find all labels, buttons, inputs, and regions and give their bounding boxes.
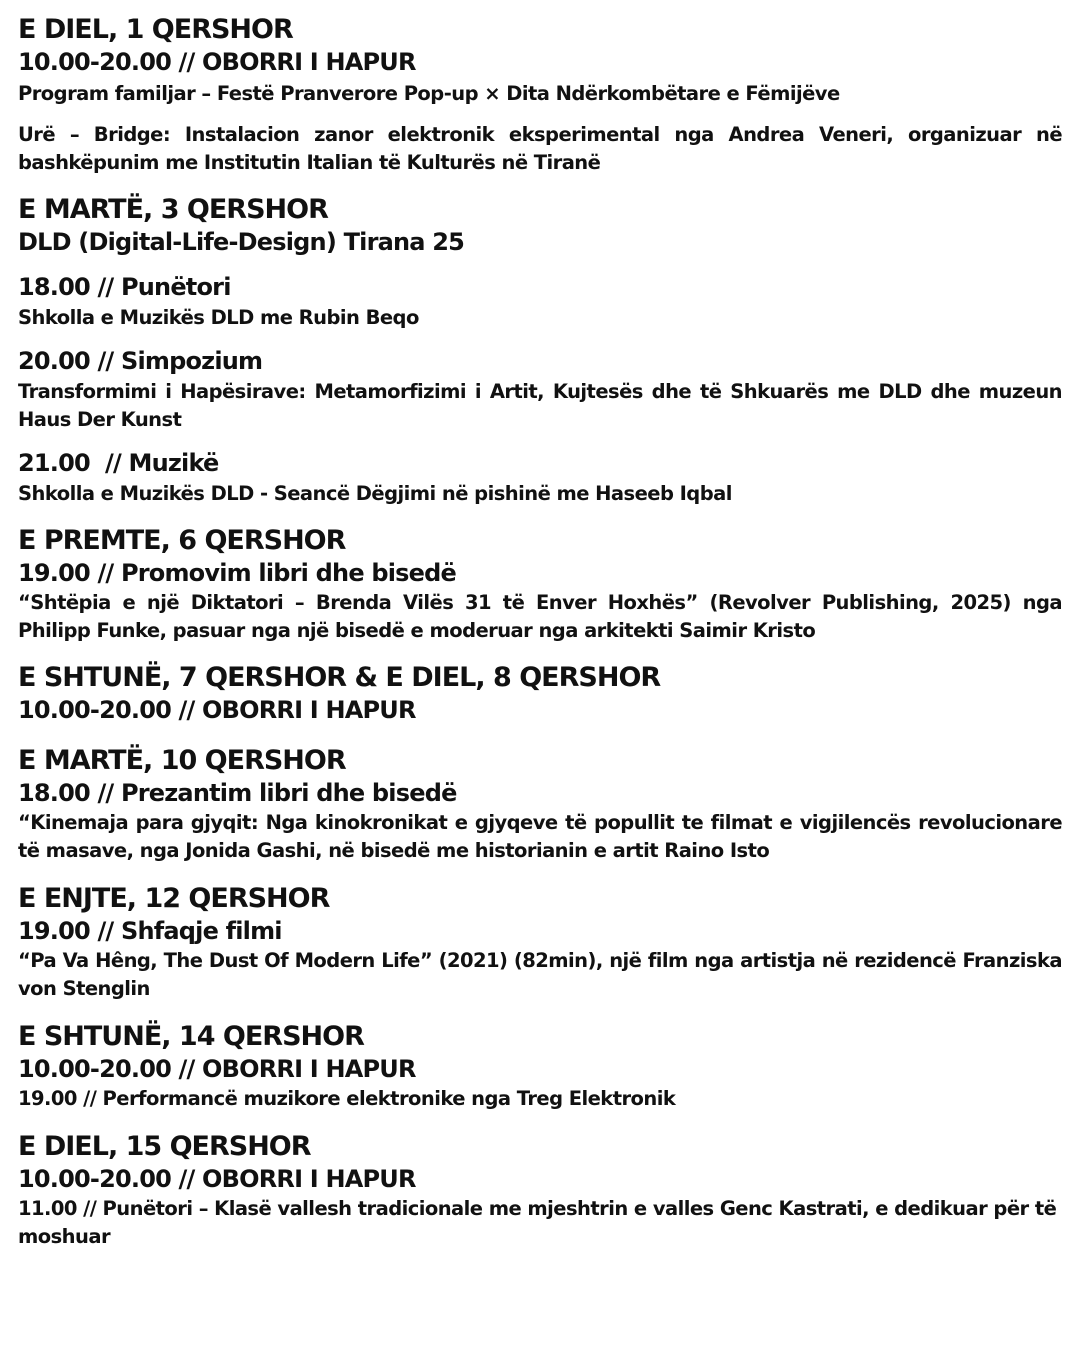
- event-description: “Pa Va Hêng, The Dust Of Modern Life” (2021) (82min), një film nga artistja në rezidencë Franziska von Stenglin: [18, 949, 1062, 1000]
- event-description: 11.00 // Punëtori – Klasë vallesh tradicionale me mjeshtrin e valles Genc Kastrati, e dedikuar për të moshuar: [18, 1197, 1057, 1248]
- event-time: 18.00 // Prezantim libri dhe bisedë: [18, 779, 457, 807]
- day-title: E MARTË, 10 QERSHOR: [18, 745, 346, 776]
- event-time: 20.00 // Simpozium: [18, 347, 263, 375]
- event-time: 21.00 // Muzikë: [18, 449, 219, 477]
- event-time: 19.00 // Shfaqje filmi: [18, 917, 282, 945]
- event-time: 10.00-20.00 // OBORRI I HAPUR: [18, 1165, 416, 1193]
- day-section: [18, 883, 1062, 1003]
- day-title: E DIEL, 15 QERSHOR: [18, 1131, 311, 1162]
- event-description: Transformimi i Hapësirave: Metamorfizimi i Artit, Kujtesës dhe të Shkuarës me DLD dhe muzeun Haus Der Kunst: [18, 380, 1062, 431]
- event-time: 10.00-20.00 // OBORRI I HAPUR: [18, 1055, 416, 1083]
- day-section: [18, 745, 1062, 865]
- event-description: “Shtëpia e një Diktatori – Brenda Vilës 31 të Enver Hoxhës” (Revolver Publishing, 2025) nga Philipp Funke, pasuar nga një bisedë e moderuar nga arkitekti Saimir Kristo: [18, 591, 1062, 642]
- day-title: E PREMTE, 6 QERSHOR: [18, 525, 346, 556]
- event-time: 10.00-20.00 // OBORRI I HAPUR: [18, 48, 416, 76]
- event-description: 19.00 // Performancë muzikore elektronike nga Treg Elektronik: [18, 1087, 676, 1110]
- day-section: [18, 525, 1062, 645]
- event-time: 18.00 // Punëtori: [18, 273, 231, 301]
- day-section: [18, 0, 1062, 177]
- day-title: E SHTUNË, 7 QERSHOR & E DIEL, 8 QERSHOR: [18, 662, 661, 693]
- event-time: 10.00-20.00 // OBORRI I HAPUR: [18, 696, 416, 724]
- event-description: Shkolla e Muzikës DLD me Rubin Beqo: [18, 306, 419, 329]
- program-title: DLD (Digital-Life-Design) Tirana 25: [18, 228, 465, 256]
- event-description: “Kinemaja para gjyqit: Nga kinokronikat e gjyqeve të popullit te filmat e vigjilencës revolucionare të masave, nga Jonida Gashi, në bisedë me historianin e artit Raino Isto: [18, 811, 1062, 862]
- day-title: E MARTË, 3 QERSHOR: [18, 194, 328, 225]
- day-title: E DIEL, 1 QERSHOR: [18, 14, 293, 45]
- event-time: 19.00 // Promovim libri dhe bisedë: [18, 559, 456, 587]
- day-title: E SHTUNË, 14 QERSHOR: [18, 1021, 364, 1052]
- event-description: Program familjar – Festë Pranverore Pop-up × Dita Ndërkombëtare e Fëmijëve: [18, 82, 840, 105]
- event-description: Urë – Bridge: Instalacion zanor elektronik eksperimental nga Andrea Veneri, organizuar në bashkëpunim me Institutin Italian të Kulturës në Tiranë: [18, 123, 1062, 174]
- day-section: [18, 1131, 1062, 1251]
- event-description: Shkolla e Muzikës DLD - Seancë Dëgjimi në pishinë me Haseeb Iqbal: [18, 482, 732, 505]
- day-title: E ENJTE, 12 QERSHOR: [18, 883, 330, 914]
- day-section: [18, 194, 1062, 508]
- day-section: [18, 1021, 1062, 1113]
- day-section: [18, 662, 1062, 725]
